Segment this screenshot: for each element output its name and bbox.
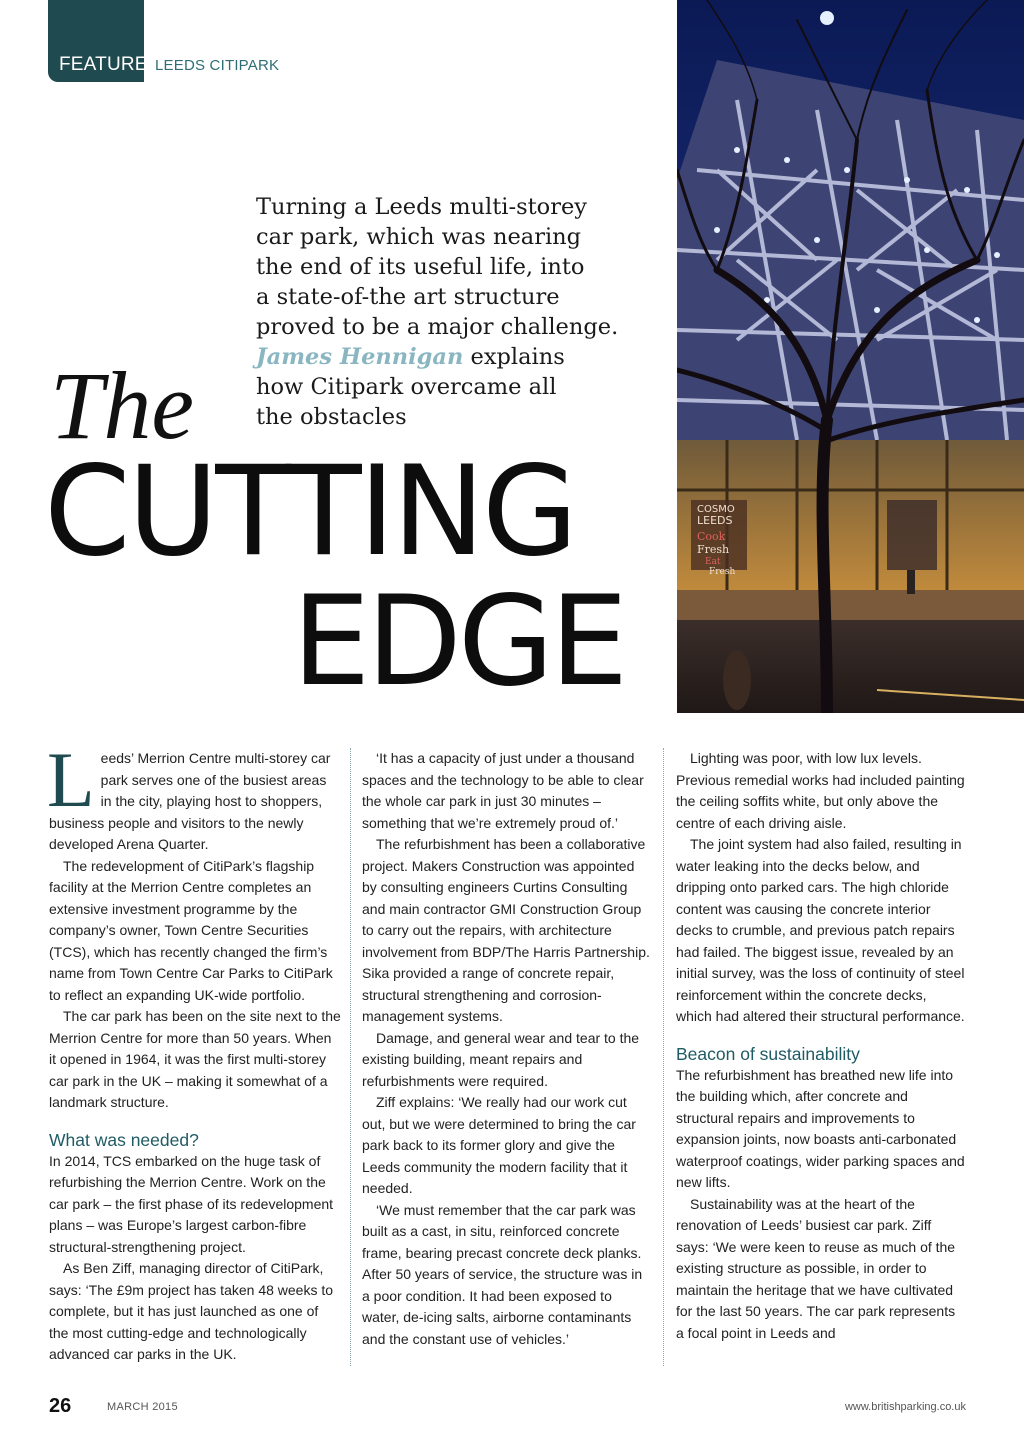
- section-label: LEEDS CITIPARK: [155, 57, 280, 74]
- page-number: 26: [49, 1395, 72, 1417]
- subheading: What was needed?: [49, 1129, 199, 1150]
- subheading: Beacon of sustainability: [676, 1043, 860, 1064]
- standfirst-line: [256, 342, 656, 372]
- article-paragraph: Damage, and general wear and tear to the existing building, meant repairs and refurbishments were required.: [362, 1029, 640, 1089]
- article-paragraph: The refurbishment has breathed new life into the building which, after concrete and structural repairs and improvements to expansion joints, now boasts anti-carbonated waterproof coatings, wider parking spaces and new lifts.: [676, 1066, 965, 1190]
- car-park-photo: [677, 0, 1024, 713]
- shop-sign-text: LEEDS: [697, 514, 733, 527]
- feature-label: FEATURE: [59, 54, 148, 75]
- article-paragraph: ‘It has a capacity of just under a thousand spaces and the technology to be able to clear the whole car park in just 30 minutes – something that we’re extremely proud of.’: [362, 750, 644, 831]
- shop-sign-text: Fresh: [697, 543, 730, 556]
- article-paragraph: Lighting was poor, with low lux levels. Previous remedial works had included painting the ceiling soffits white, but only above the centre of each driving aisle.: [676, 750, 965, 831]
- website-url: www.britishparking.co.uk: [844, 1401, 966, 1413]
- standfirst-line: proved to be a major challenge.: [256, 314, 619, 340]
- standfirst: [256, 192, 656, 432]
- standfirst-line: a state-of-the art structure: [256, 284, 560, 310]
- article-column-1: [47, 736, 341, 1366]
- article-paragraph: [47, 736, 341, 856]
- headline-edge: EDGE: [292, 570, 625, 714]
- article-paragraph: Sustainability was at the heart of the renovation of Leeds’ busiest car park. Ziff says: ‘We were keen to reuse as much of the existing structure as possible, in order to maintain the heritage that we have cultivated for the last 50 years. The car park represents a focal point in Leeds and: [676, 1195, 956, 1341]
- article-column-2: [362, 748, 650, 1350]
- paragraph-text: eeds’ Merrion Centre multi-storey car park serves one of the busiest areas in the city, playing host to shoppers, business people and visitors to the newly developed Arena Quarter.: [49, 750, 331, 852]
- column-divider: [663, 748, 664, 1366]
- standfirst-text: explains: [463, 344, 565, 370]
- issue-date: MARCH 2015: [107, 1401, 178, 1413]
- standfirst-line: car park, which was nearing: [256, 224, 582, 250]
- standfirst-line: how Citipark overcame all: [256, 374, 557, 400]
- standfirst-line: the end of its useful life, into: [256, 254, 585, 280]
- article-paragraph: Ziff explains: ‘We really had our work cut out, but we were determined to bring the car park back to its former glory and give the Leeds community the modern facility that it needed.: [362, 1094, 636, 1196]
- standfirst-line: Turning a Leeds multi-storey: [256, 194, 588, 220]
- shop-sign-text: COSMO: [697, 504, 735, 515]
- article-paragraph: The refurbishment has been a collaborative project. Makers Construction was appointed by consulting engineers Curtins Consulting and main contractor GMI Construction Group to carry out the repairs, with architecture involvement from BDP/The Harris Partnership. Sika provided a range of concrete repair, structural strengthening and corrosion-management systems.: [362, 836, 650, 1024]
- article-paragraph: The joint system had also failed, resulting in water leaking into the decks below, and dripping onto parked cars. The high chloride content was causing the concrete interior decks to crumble, and previous patch repairs had failed. The biggest issue, revealed by an initial survey, was the loss of continuity of steel reinforcement within the concrete decks, which had altered their structural performance.: [676, 836, 965, 1024]
- article-paragraph: As Ben Ziff, managing director of CitiPark, says: ‘The £9m project has taken 48 weeks to complete, but it has just launched as one of the most cutting-edge and technologically advanced car parks in the UK.: [49, 1260, 334, 1362]
- article-column-3: [676, 748, 966, 1344]
- article-paragraph: ‘We must remember that the car park was built as a cast, in situ, reinforced concrete frame, bearing precast concrete deck planks. After 50 years of service, the structure was in a poor condition. It had been exposed to water, de-icing salts, airborne contaminants and the constant use of vehicles.’: [362, 1201, 643, 1347]
- author-name: James Hennigan: [256, 344, 464, 370]
- car-park-photo-illustration: [677, 0, 1024, 713]
- headline-the: The: [50, 352, 194, 459]
- shop-sign-text: Eat: [705, 557, 721, 567]
- shop-sign-text: Fresh: [709, 567, 736, 577]
- article-paragraph: The redevelopment of CitiPark’s flagship facility at the Merrion Centre completes an extensive investment programme by the company’s owner, Town Centre Securities (TCS), which has recently changed the firm’s name from Town Centre Car Parks to CitiPark to reflect an expanding UK-wide portfolio.: [49, 857, 333, 1003]
- article-paragraph: The car park has been on the site next to the Merrion Centre for more than 50 years. When it opened in 1964, it was the first multi-storey car park in the UK – making it somewhat of a landmark structure.: [49, 1008, 341, 1110]
- drop-cap: L: [47, 736, 95, 823]
- headline-cutting: CUTTING: [44, 440, 576, 584]
- column-divider: [350, 748, 351, 1366]
- article-paragraph: In 2014, TCS embarked on the huge task of refurbishing the Merrion Centre. Work on the car park – the first phase of its redevelopment plans – was Europe’s largest carbon-fibre structural-strengthening project.: [49, 1152, 334, 1255]
- shop-sign-text: Cook: [697, 530, 726, 543]
- standfirst-line: the obstacles: [256, 404, 407, 430]
